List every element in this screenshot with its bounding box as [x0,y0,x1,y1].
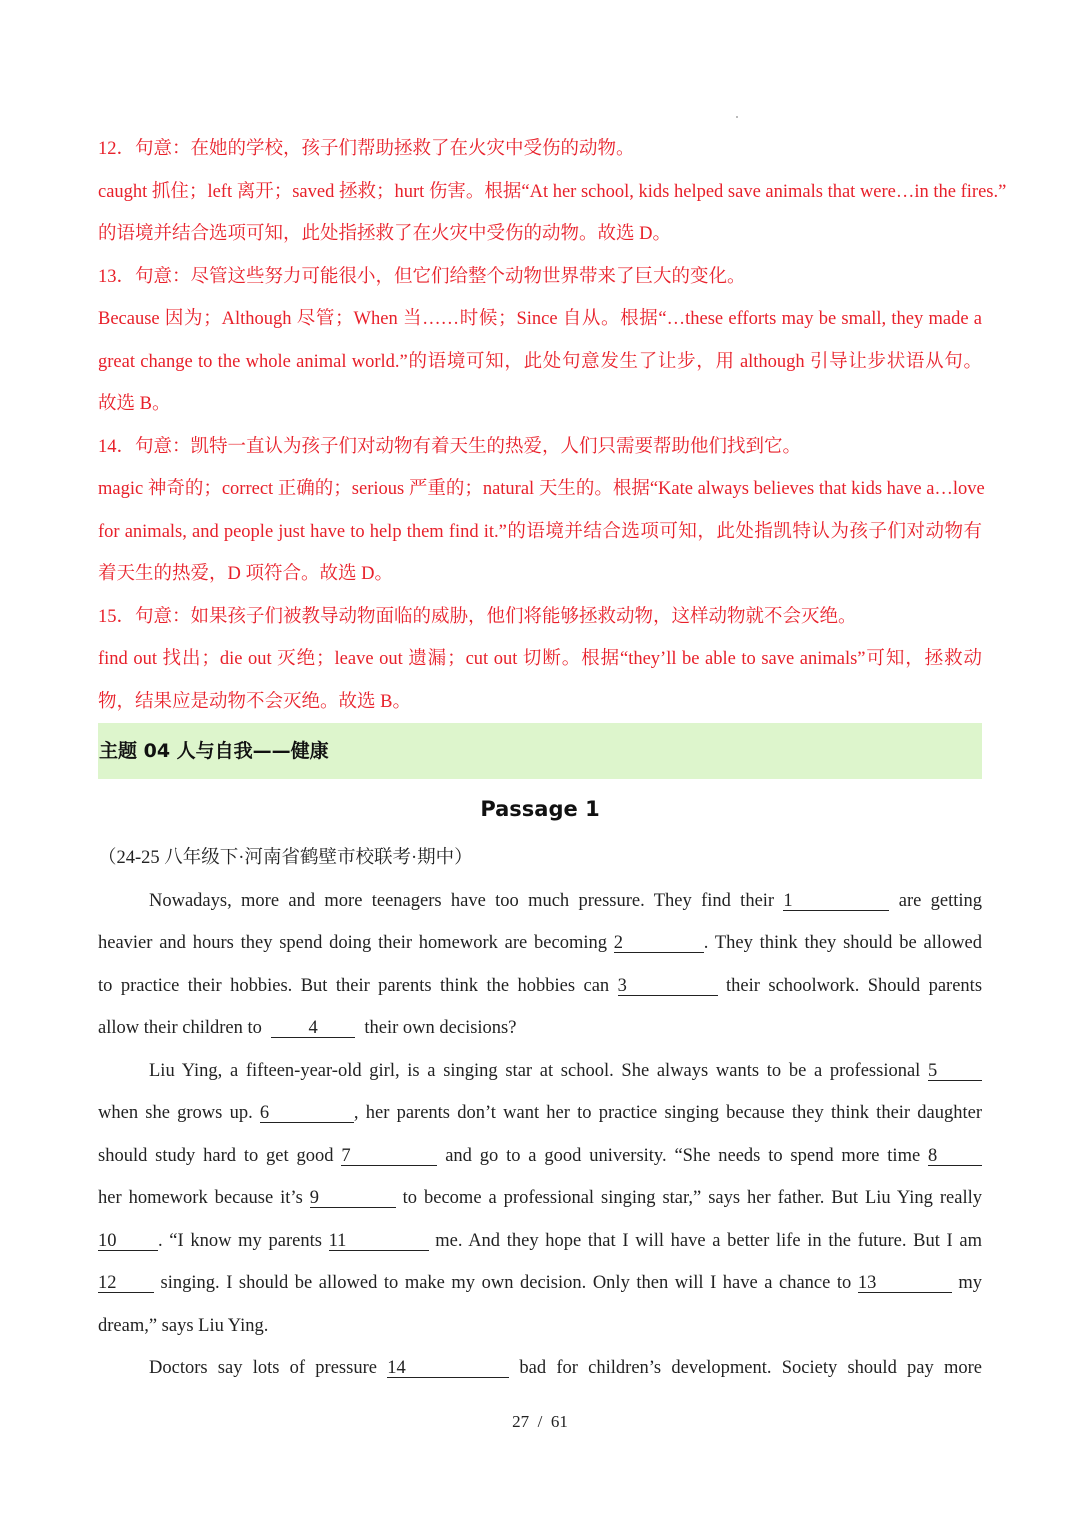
text: to become a professional singing star,” says her father. But Liu Ying really [402,1188,982,1208]
p2-line-4 [98,1177,982,1220]
q14-analysis-line-2: for animals, and people just have to help them find it.”的语境并结合选项可知，此处指凯特认为孩子们对动物有 [98,521,982,542]
q15-meaning: 15．句意：如果孩子们被教导动物面临的威胁，他们将能够拯救动物，这样动物就不会灭绝。 [98,606,857,627]
page-number [0,1412,1080,1432]
q12-meaning: 12．句意：在她的学校，孩子们帮助拯救了在火灾中受伤的动物。 [98,139,635,159]
text: , her parents don’t want her to practice singing because they think their daughter [353,1103,983,1123]
q13-analysis-line-2: great change to the whole animal world.”的语境可知，此处句意发生了让步，用 although 引导让步状语从句。 [98,351,982,372]
blank-7[interactable]: 7 [341,1147,437,1166]
q14-meaning: 14．句意：凯特一直认为孩子们对动物有着天生的热爱，人们只需要帮助他们找到它。 [98,436,802,457]
total-pages: 61 [550,1412,568,1431]
p2-line-7: dream,” says Liu Ying. [98,1315,269,1336]
scan-speck [736,116,738,118]
blank-5[interactable]: 5 [928,1062,982,1081]
blank-10[interactable]: 10 [98,1232,158,1251]
text: . “I know my parents [158,1230,322,1251]
text: and go to a good university. “She needs to spend more time [445,1145,921,1166]
blank-13[interactable]: 13 [858,1274,952,1293]
source-line: （24-25 八年级下·河南省鹤壁市校联考·期中） [98,848,473,868]
blank-11[interactable]: 11 [329,1232,429,1251]
p2-line-5 [98,1220,982,1263]
blank-12[interactable]: 12 [98,1274,154,1293]
page-separator: / [537,1412,543,1431]
p2-line-3 [98,1135,982,1178]
text: when she grows up. [98,1103,253,1123]
text: her homework because it’s [98,1188,303,1208]
text: heavier and hours they spend doing their homework are becoming [98,933,607,953]
theme-header: 主题 04 人与自我——健康 [98,723,982,779]
p1-line-2 [98,922,982,965]
q13-analysis-line-1: Because 因为；Although 尽管；When 当……时候；Since 自从。根据“…these efforts may be small, they made a [98,309,982,329]
blank-6[interactable]: 6 [260,1104,354,1123]
p1-line-1 [98,880,982,923]
text: to practice their hobbies. But their parents think the hobbies can [98,975,610,996]
text: me. And they hope that I will have a better life in the future. But I am [435,1230,982,1251]
blank-2[interactable]: 2 [614,934,704,953]
q13-analysis-line-3: 故选 B。 [98,394,171,414]
q13-meaning: 13．句意：尽管这些努力可能很小，但它们给整个动物世界带来了巨大的变化。 [98,266,746,287]
p1-line-3 [98,965,982,1008]
text: my [958,1273,983,1293]
text: bad for children’s development. Society should pay more [519,1358,983,1378]
text: their own decisions? [364,1018,517,1038]
q15-analysis-line-2: 物，结果应是动物不会灭绝。故选 B。 [98,691,411,712]
document-page [98,128,1007,1390]
q12-analysis-line-1: caught 抓住；left 离开；saved 拯救；hurt 伤害。根据“At her school, kids helped save animals that were…in the fires.” [98,181,1007,202]
text: should study hard to get good [98,1145,334,1166]
blank-4[interactable]: 4 [271,1019,355,1038]
q14-analysis-line-3: 着天生的热爱，D 项符合。故选 D。 [98,564,393,584]
q15-analysis-line-1: find out 找出；die out 灭绝；leave out 遗漏；cut out 切断。根据“they’ll be able to save animals”可知，拯救动 [98,649,982,669]
text: singing. I should be allowed to make my own decision. Only then will I have a chance to [160,1273,852,1293]
text: . They think they should be allowed [703,933,983,953]
blank-3[interactable]: 3 [618,977,718,996]
p2-line-2 [98,1092,982,1135]
blank-9[interactable]: 9 [310,1189,396,1208]
q14-analysis-line-1: magic 神奇的；correct 正确的；serious 严重的；natural 天生的。根据“Kate always believes that kids have a…love [98,479,985,499]
blank-8[interactable]: 8 [928,1147,982,1166]
p3-line-1 [98,1347,982,1390]
text: Nowadays, more and more teenagers have too much pressure. They find their [149,890,775,911]
p1-line-4 [98,1007,982,1050]
q12-analysis-line-2: 的语境并结合选项可知，此处指拯救了在火灾中受伤的动物。故选 D。 [98,224,671,244]
current-page: 27 [512,1412,530,1431]
p2-line-6 [98,1262,982,1305]
blank-1[interactable]: 1 [783,892,889,911]
passage-title: Passage 1 [480,797,600,821]
text: allow their children to [98,1018,262,1038]
blank-14[interactable]: 14 [387,1359,509,1378]
text: are getting [898,890,983,911]
p2-line-1 [98,1050,982,1093]
text: Liu Ying, a fifteen-year-old girl, is a singing star at school. She always wants to be a professional [149,1060,921,1081]
text: Doctors say lots of pressure [149,1358,377,1378]
text: their schoolwork. Should parents [726,975,983,996]
